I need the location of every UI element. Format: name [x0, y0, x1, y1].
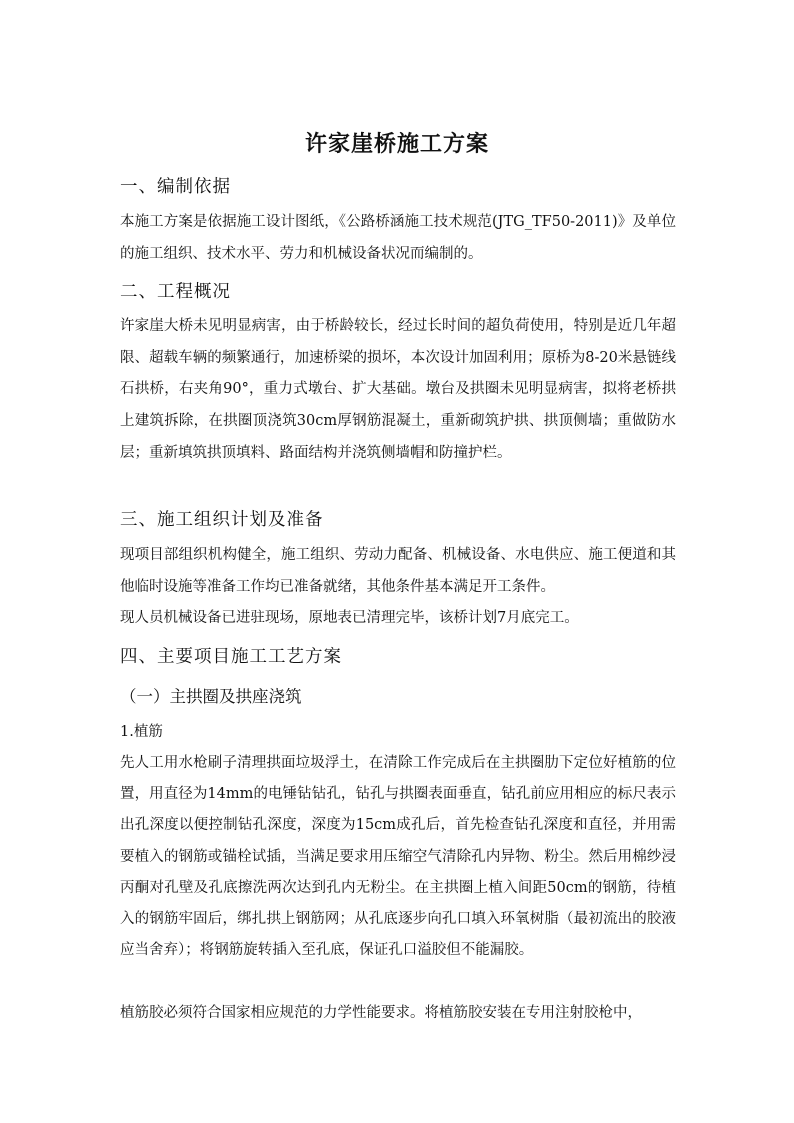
paragraph-basis: 本施工方案是依据施工设计图纸，《公路桥涵施工技术规范(JTG_TF50-2011)》及单位的施工组织、技术水平、劳力和机械设备状况而编制的。: [120, 214, 676, 262]
paragraph-plan-2: 现人员机械设备已进驻现场，原地表已清理完毕，该桥计划7月底完工。: [120, 610, 579, 626]
section-heading-plan: 三、施工组织计划及准备: [120, 510, 324, 530]
paragraph-rebar-procedure: 先人工用水枪刷子清理拱面垃圾浮土，在清除工作完成后在主拱圈肋下定位好植筋的位置，用直径为14mm的电锤钻钻孔，钻孔与拱圈表面垂直，钻孔前应用相应的标尺表示出孔深度以便控制钻孔深度，深度为15cm成孔后，首先检查钻孔深度和直径，并用需要植入的钢筋或锚栓试插，当满足要求用压缩空气清除孔内异物、粉尘。然后用棉纱浸丙酮对孔壁及孔底擦洗两次达到孔内无粉尘。在主拱圈上植入间距50cm的钢筋，待植入的钢筋牢固后，绑扎拱上钢筋网；从孔底逐步向孔口填入环氧树脂（最初流出的胶液应当舍弃）；将钢筋旋转插入至孔底，保证孔口溢胶但不能漏胶。: [120, 755, 676, 959]
paragraph-plan-1: 现项目部组织机构健全，施工组织、劳动力配备、机械设备、水电供应、施工便道和其他临时设施等准备工作均已准备就绪，其他条件基本满足开工条件。: [120, 547, 676, 595]
section-heading-basis: 一、编制依据: [120, 177, 231, 197]
paragraph-rebar-glue: 植筋胶必须符合国家相应规范的力学性能要求。将植筋胶安装在专用注射胶枪中，: [120, 1005, 642, 1021]
section-heading-process: 四、主要项目施工工艺方案: [120, 647, 342, 667]
document-title: 许家崖桥施工方案: [304, 131, 489, 157]
section-heading-overview: 二、工程概况: [120, 282, 231, 302]
paragraph-overview: 许家崖大桥未见明显病害，由于桥龄较长，经过长时间的超负荷使用，特别是近几年超限、超载车辆的频繁通行，加速桥梁的损坏，本次设计加固利用；原桥为8-20米悬链线石拱桥，右夹角90°，重力式墩台、扩大基础。墩台及拱圈未见明显病害，拟将老桥拱上建筑拆除，在拱圈顶浇筑30cm厚钢筋混凝土，重新砌筑护拱、拱顶侧墙；重做防水层；重新填筑拱顶填料、路面结构并浇筑侧墙帽和防撞护栏。: [120, 318, 676, 461]
item-title-rebar: 1.植筋: [120, 724, 163, 740]
subsection-heading-arch: （一）主拱圈及拱座浇筑: [120, 687, 302, 706]
